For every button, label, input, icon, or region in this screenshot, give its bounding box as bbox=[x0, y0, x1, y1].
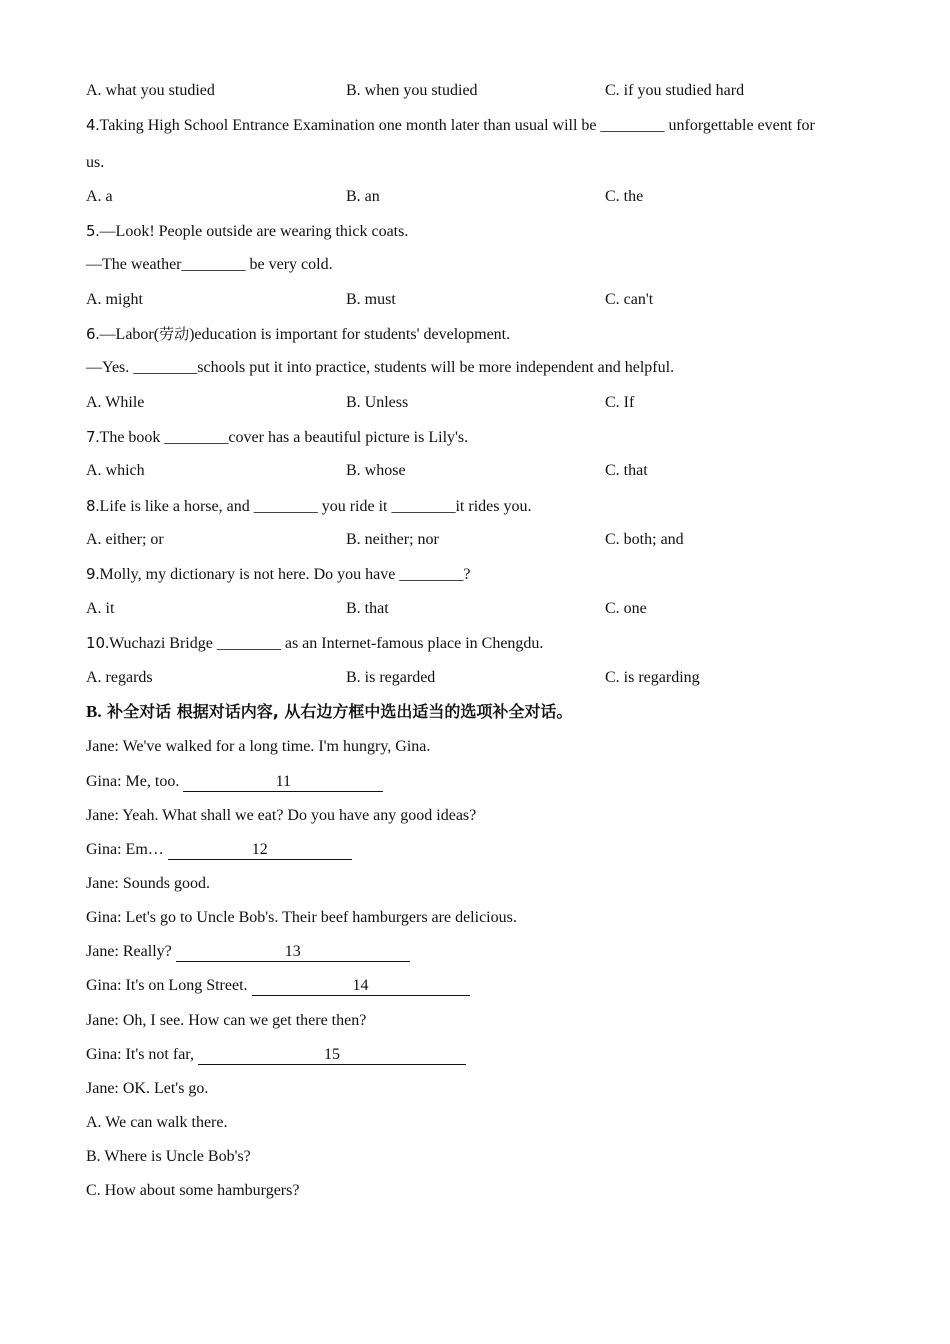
q4-text: .Taking High School Entrance Examination one month later than usual will be ________ unforgettable event for bbox=[95, 117, 815, 134]
section-b-label: B. bbox=[86, 702, 102, 721]
dialogue-text: Jane: Really? bbox=[86, 943, 176, 960]
q6-option-a: A. While bbox=[86, 394, 145, 411]
dialogue-text: Gina: It's not far, bbox=[86, 1046, 198, 1063]
q6-text-cjk: 劳动 bbox=[159, 325, 190, 343]
q6-question bbox=[86, 324, 510, 345]
q3-option-b: B. when you studied bbox=[346, 82, 478, 99]
q8-text: .Life is like a horse, and ________ you ride it ________it rides you. bbox=[95, 498, 532, 515]
dialogue-line bbox=[86, 976, 470, 996]
q6-option-c: C. If bbox=[605, 394, 635, 411]
dialogue-line: Jane: Yeah. What shall we eat? Do you have any good ideas? bbox=[86, 807, 477, 824]
dialogue-text: Gina: Me, too. bbox=[86, 773, 184, 790]
q5-text: .—Look! People outside are wearing thick coats. bbox=[95, 223, 409, 240]
dialogue-line: Jane: OK. Let's go. bbox=[86, 1080, 209, 1097]
q4-question-cont: us. bbox=[86, 154, 105, 171]
dialogue-text: Gina: Em… bbox=[86, 841, 168, 858]
choice-c: C. How about some hamburgers? bbox=[86, 1182, 300, 1199]
choice-b: B. Where is Uncle Bob's? bbox=[86, 1148, 251, 1165]
q3-option-a: A. what you studied bbox=[86, 82, 215, 99]
dialogue-line bbox=[86, 1045, 466, 1065]
section-b-heading bbox=[86, 702, 572, 722]
q9-option-c: C. one bbox=[605, 600, 647, 617]
q4-number: 4 bbox=[86, 116, 96, 134]
q9-text: .Molly, my dictionary is not here. Do you have ________? bbox=[95, 566, 471, 583]
q8-option-a: A. either; or bbox=[86, 531, 164, 548]
q5-question bbox=[86, 221, 408, 242]
q6-text-post: )education is important for students' development. bbox=[189, 326, 511, 343]
dialogue-line: Gina: Let's go to Uncle Bob's. Their beef hamburgers are delicious. bbox=[86, 909, 517, 926]
q3-option-c: C. if you studied hard bbox=[605, 82, 745, 99]
q7-option-a: A. which bbox=[86, 462, 145, 479]
q10-option-b: B. is regarded bbox=[346, 669, 436, 686]
answer-blank-13[interactable]: 13 bbox=[176, 943, 410, 962]
dialogue-line: Jane: Oh, I see. How can we get there then? bbox=[86, 1012, 367, 1029]
q4-option-b: B. an bbox=[346, 188, 380, 205]
answer-blank-14[interactable]: 14 bbox=[252, 977, 470, 996]
q9-option-a: A. it bbox=[86, 600, 115, 617]
q7-text: .The book ________cover has a beautiful picture is Lily's. bbox=[95, 429, 469, 446]
q6-number: 6 bbox=[86, 325, 96, 343]
q5-question-cont: —The weather________ be very cold. bbox=[86, 256, 333, 273]
q8-option-c: C. both; and bbox=[605, 531, 684, 548]
q7-option-b: B. whose bbox=[346, 462, 406, 479]
q5-number: 5 bbox=[86, 222, 96, 240]
q10-option-c: C. is regarding bbox=[605, 669, 700, 686]
q7-number: 7 bbox=[86, 428, 96, 446]
q6-option-b: B. Unless bbox=[346, 394, 409, 411]
choice-a: A. We can walk there. bbox=[86, 1114, 228, 1131]
section-b-title: 补全对话 根据对话内容, 从右边方框中选出适当的选项补全对话。 bbox=[101, 702, 573, 721]
q7-option-c: C. that bbox=[605, 462, 648, 479]
q9-question bbox=[86, 564, 470, 585]
q10-question bbox=[86, 633, 543, 654]
answer-blank-11[interactable]: 11 bbox=[183, 773, 383, 792]
dialogue-text: Gina: It's on Long Street. bbox=[86, 977, 252, 994]
q5-option-c: C. can't bbox=[605, 291, 654, 308]
q8-number: 8 bbox=[86, 497, 96, 515]
dialogue-line bbox=[86, 772, 383, 792]
q10-option-a: A. regards bbox=[86, 669, 153, 686]
dialogue-line bbox=[86, 840, 352, 860]
q6-text-pre: .—Labor( bbox=[95, 326, 160, 343]
q10-text: .Wuchazi Bridge ________ as an Internet-famous place in Chengdu. bbox=[105, 635, 544, 652]
dialogue-line: Jane: We've walked for a long time. I'm hungry, Gina. bbox=[86, 738, 431, 755]
q9-number: 9 bbox=[86, 565, 96, 583]
q5-option-a: A. might bbox=[86, 291, 143, 308]
q9-option-b: B. that bbox=[346, 600, 389, 617]
q5-option-b: B. must bbox=[346, 291, 396, 308]
q4-option-c: C. the bbox=[605, 188, 644, 205]
q4-question bbox=[86, 115, 815, 136]
q7-question bbox=[86, 427, 468, 448]
answer-blank-12[interactable]: 12 bbox=[168, 841, 352, 860]
q4-option-a: A. a bbox=[86, 188, 113, 205]
q8-option-b: B. neither; nor bbox=[346, 531, 439, 548]
dialogue-line bbox=[86, 942, 410, 962]
dialogue-line: Jane: Sounds good. bbox=[86, 875, 210, 892]
q10-number: 10 bbox=[86, 634, 106, 652]
answer-blank-15[interactable]: 15 bbox=[198, 1046, 466, 1065]
q8-question bbox=[86, 496, 531, 517]
q6-question-cont: —Yes. ________schools put it into practice, students will be more independent and helpful. bbox=[86, 359, 675, 376]
